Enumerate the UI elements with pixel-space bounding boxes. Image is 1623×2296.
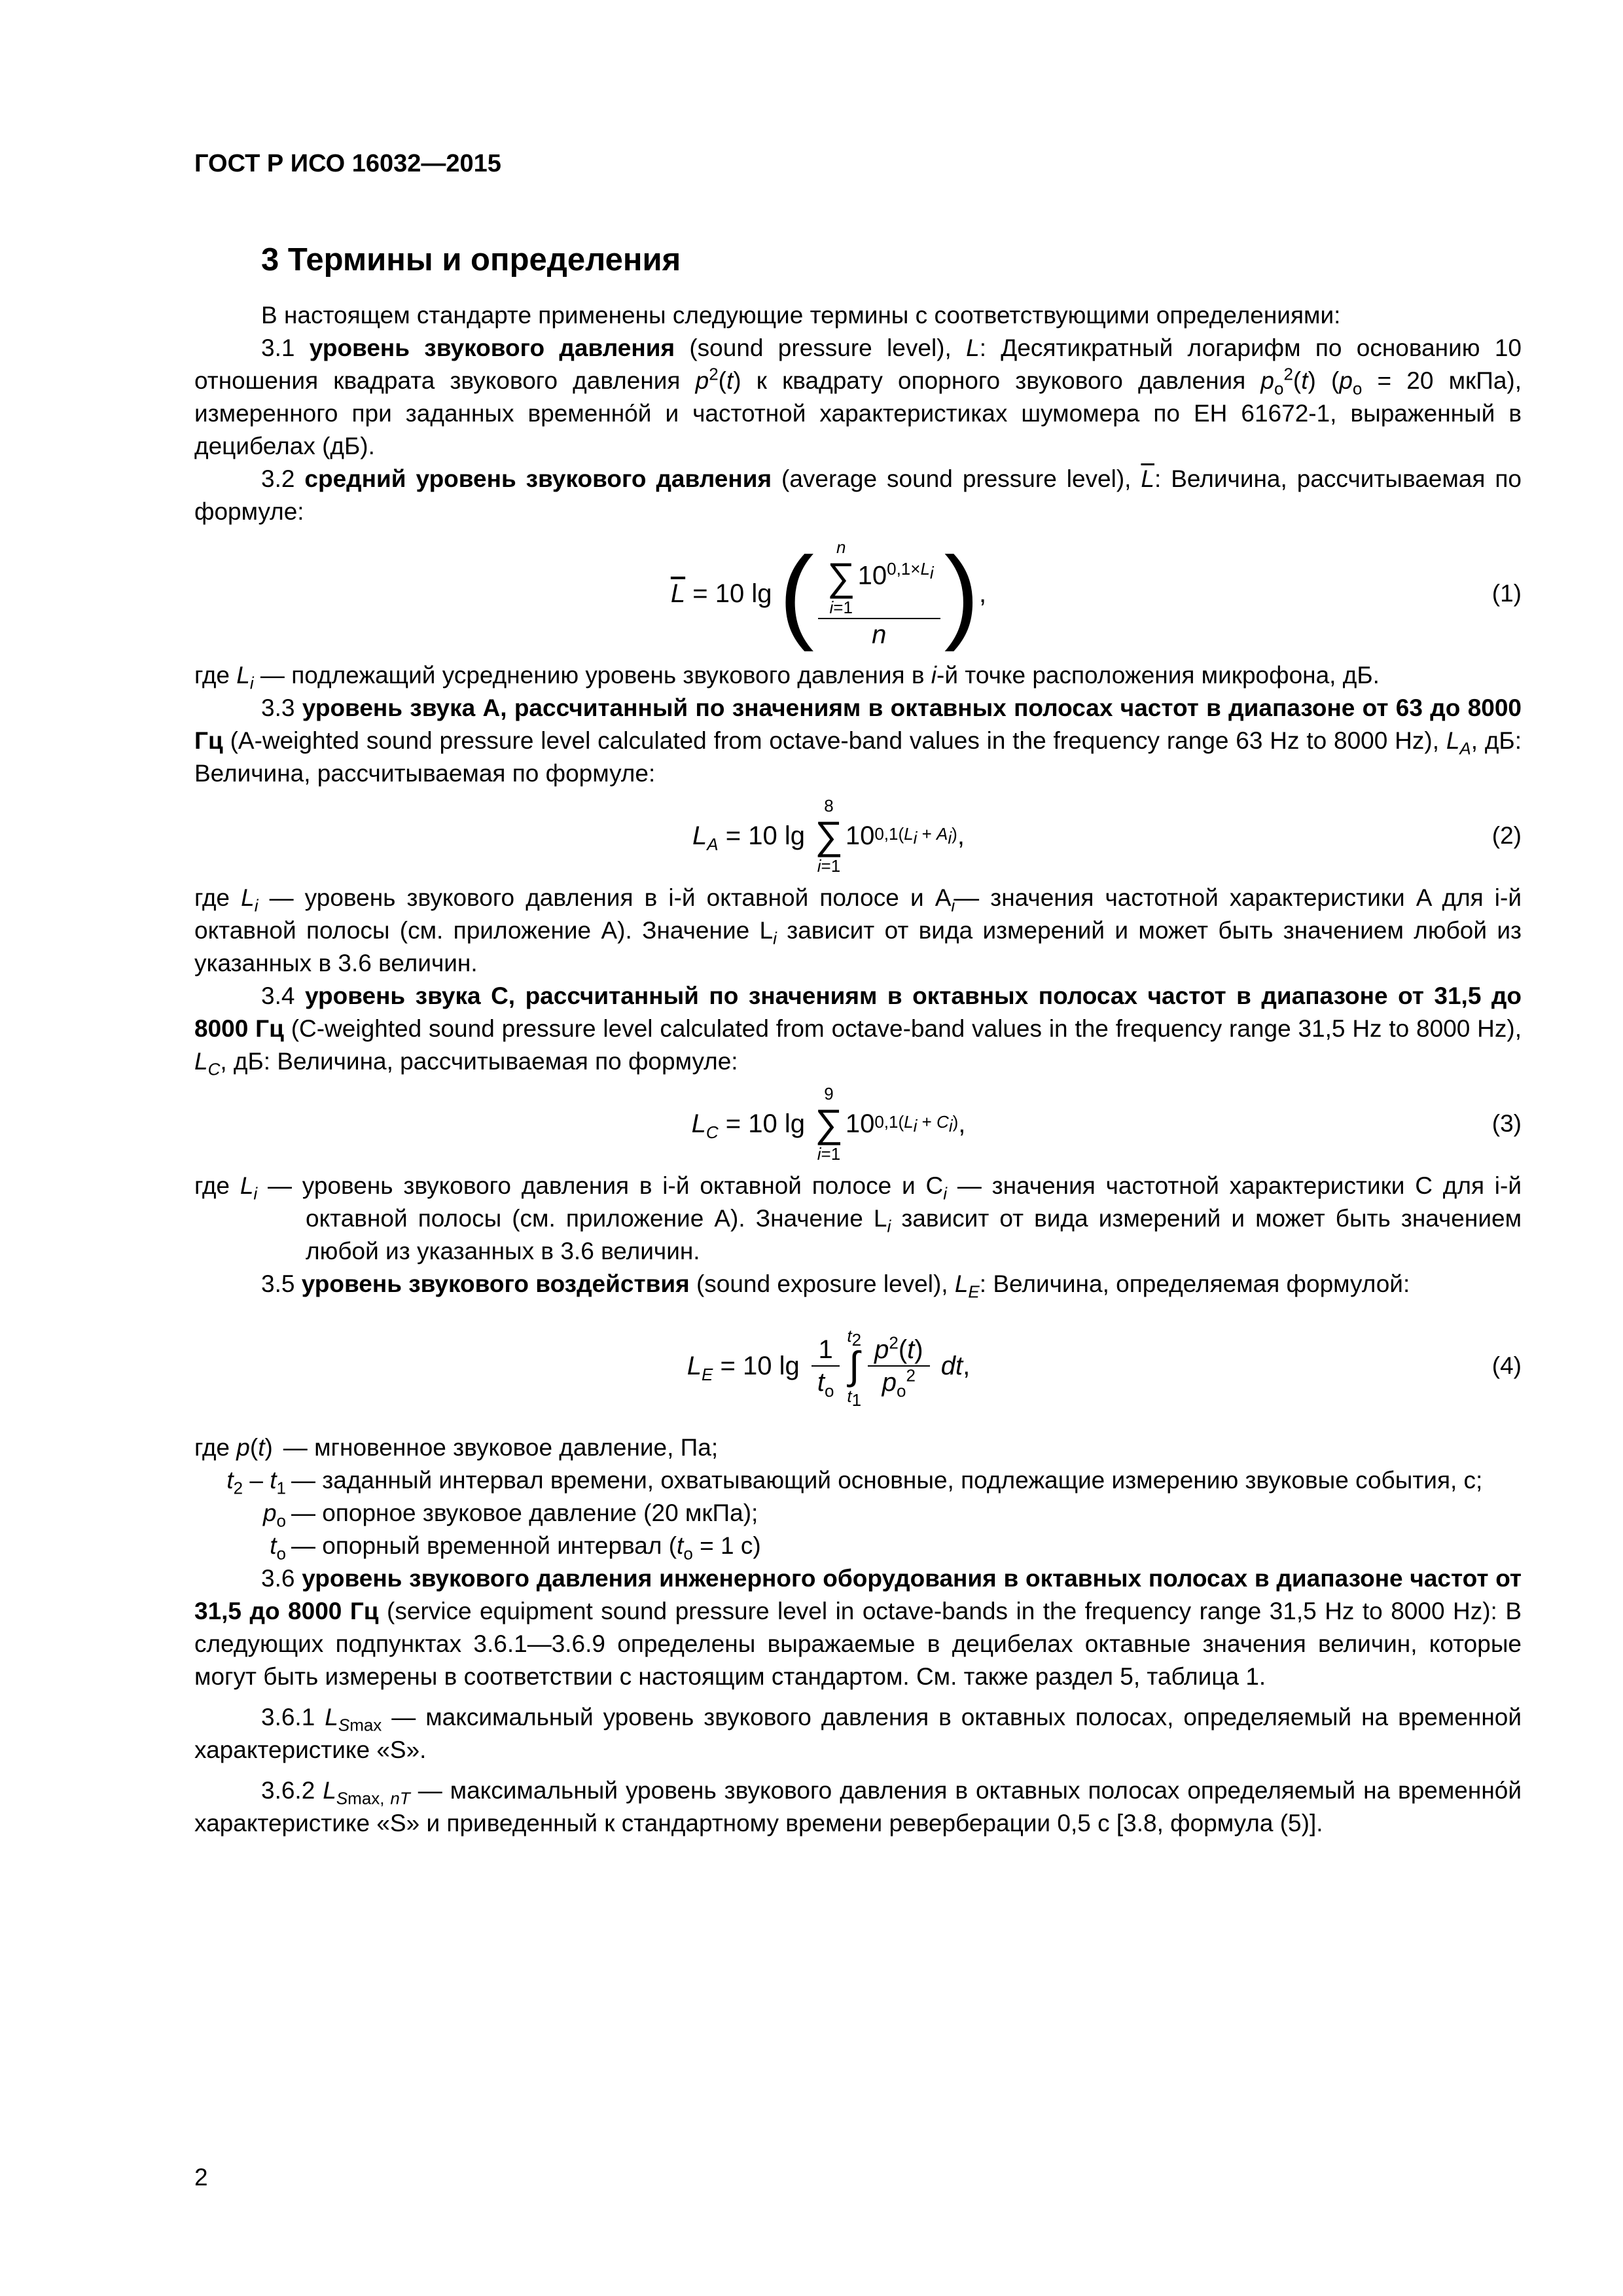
term-3-6-2: 3.6.2 $L_{Smax, nT}$ — максимальный уровень звукового давления в октавных полосах определяемый на временно́й характеристике «S» и приведенный к стандартному времени реверберации 0,5 с [3.8, формула (5)].: [194, 1777, 1522, 1837]
formula-number: (4): [1491, 1352, 1522, 1379]
where-3-2: где $L_i$ — подлежащий усреднению уровень звукового давления в i-й точке расположения микрофона, дБ.: [194, 662, 1380, 693]
legend-row: $t_2 - t_1$ — заданный интервал времени, охватывающий основные, подлежащие измерению звуковые события, с;: [226, 1467, 1483, 1498]
term-3-1: 3.1 уровень звукового давления (sound pressure level), L: Десятикратный логарифм по основанию 10 отношения квадрата звукового давления $p^2(t)$ к квадрату опорного звукового давления $p_o^2(t) (p_o = 20$ мкПа), измеренного при заданных временно́й и частотной характеристиках шумомера по ЕН 61672-1, выраженный в децибелах (дБ).: [194, 334, 1522, 459]
formula-1: $\overline{L}$ = 10 lg ( n ∑ i=1 $10^{0,1\times L_i}$ n ) , (1): [670, 535, 1522, 652]
where-3-4: где $L_i$ — уровень звукового давления в i-й октавной полосе и $C_i$ — значения частотной характеристики C для i-й октавной полосы (см. приложение А). Значение $L_i$ зависит от вида измерений и может быть значением любой из указанных в 3.6 величин.: [194, 1172, 1522, 1265]
term-definition: : Десятикратный логарифм по основанию 10 отношения квадрата звукового давления: [194, 334, 1522, 394]
term-english: (sound pressure level),: [689, 334, 952, 361]
term-name: уровень звука C, рассчитанный по значениям в октавных полосах частот в диапазоне от 31,5 до 8000 Гц: [194, 982, 1522, 1042]
formula-3: $L_C$ = 10 lg 9 ∑ i=1 10 $0,1(L_i + C_i)$ , (3): [691, 1084, 1522, 1164]
term-name: средний уровень звукового давления: [304, 465, 772, 492]
term-number: 3.1: [261, 334, 295, 361]
term-3-4: 3.4 уровень звука C, рассчитанный по значениям в октавных полосах частот в диапазоне от 31,5 до 8000 Гц (C-weighted sound pressure level calculated from octave-band values in the frequency range 31,5 Hz to 8000 Hz), $L_C$, дБ: Величина, рассчитываемая по формуле:: [194, 982, 1522, 1079]
term-name: уровень звука A, рассчитанный по значениям в октавных полосах частот в диапазоне от 63 до 8000 Гц: [194, 694, 1522, 754]
term-3-2: 3.2 средний уровень звукового давления (average sound pressure level), $\overline{L}$: Величина, рассчитываемая по формуле:: [194, 465, 1522, 525]
formula-number: (1): [1491, 580, 1522, 607]
formula-4: $L_E$ = 10 lg $\frac{1}{t_o}$ $t_2$ ∫ $t_1$ $\frac{p^2(t)}{p_o^2}$ dt , (4): [687, 1326, 1522, 1410]
legend-row: $t_o$ — опорный временной интервал ($t_o = 1$ с): [270, 1532, 761, 1564]
term-3-6: 3.6 уровень звукового давления инженерного оборудования в октавных полосах в диапазоне частот от 31,5 до 8000 Гц (service equipment sound pressure level in octave-bands in the frequency range 31,5 Hz to 8000 Hz): В следующих подпунктах 3.6.1—3.6.9 определены выражаемые в децибелах октавные значения величин, которые могут быть измерены в соответствии с настоящим стандартом. См. также раздел 5, таблица 1.: [194, 1565, 1522, 1690]
formula-number: (3): [1491, 1110, 1522, 1137]
section-title: 3 Термины и определения: [261, 242, 681, 278]
term-name: уровень звукового давления инженерного оборудования в октавных полосах в диапазоне частот от 31,5 до 8000 Гц: [194, 1565, 1522, 1624]
symbol: L: [966, 334, 980, 361]
formula-number: (2): [1491, 822, 1522, 849]
term-name: уровень звукового давления: [309, 334, 675, 361]
term-3-5: 3.5 уровень звукового воздействия (sound exposure level), $L_E$: Величина, определяемая формулой:: [261, 1270, 1410, 1302]
legend-row: $p_o$ — опорное звуковое давление (20 мкПа);: [262, 1499, 758, 1531]
formula-2: $L_A$ = 10 lg 8 ∑ i=1 10 $0,1(L_i + A_i)$ , (2): [692, 796, 1522, 876]
term-definition-cont: к квадрату опорного звукового давления: [756, 367, 1246, 394]
where-3-3: где $L_i$ — уровень звукового давления в i-й октавной полосе и $A_i—$ значения частотной характеристики A для i-й октавной полосы (см. приложение А). Значение $L_i$ зависит от вида измерений и может быть значением любой из указанных в 3.6 величин.: [194, 884, 1522, 977]
legend-3-5: [194, 1431, 1522, 1562]
intro-paragraph: В настоящем стандарте применены следующие термины с соответствующими определениями:: [261, 302, 1341, 329]
term-3-3: 3.3 уровень звука A, рассчитанный по значениям в октавных полосах частот в диапазоне от 63 до 8000 Гц (A-weighted sound pressure level calculated from octave-band values in the frequency range 63 Hz to 8000 Hz), $L_A$, дБ: Величина, рассчитываемая по формуле:: [194, 694, 1522, 787]
page: [194, 147, 1522, 1840]
page-number: 2: [194, 2164, 208, 2191]
term-definition-end: = 20 мкПа), измеренного при заданных временно́й и частотной характеристиках шумомера по ЕН 61672-1, выраженный в децибелах (дБ).: [194, 367, 1522, 459]
term-name: уровень звукового воздействия: [301, 1270, 690, 1297]
document-header: ГОСТ Р ИСО 16032—2015: [194, 150, 501, 177]
term-3-6-1: 3.6.1 $L_{Smax}$ — максимальный уровень звукового давления в октавных полосах, определяемый на временной характеристике «S».: [194, 1704, 1522, 1763]
legend-row: где p(t) — мгновенное звуковое давление, Па;: [194, 1434, 719, 1461]
